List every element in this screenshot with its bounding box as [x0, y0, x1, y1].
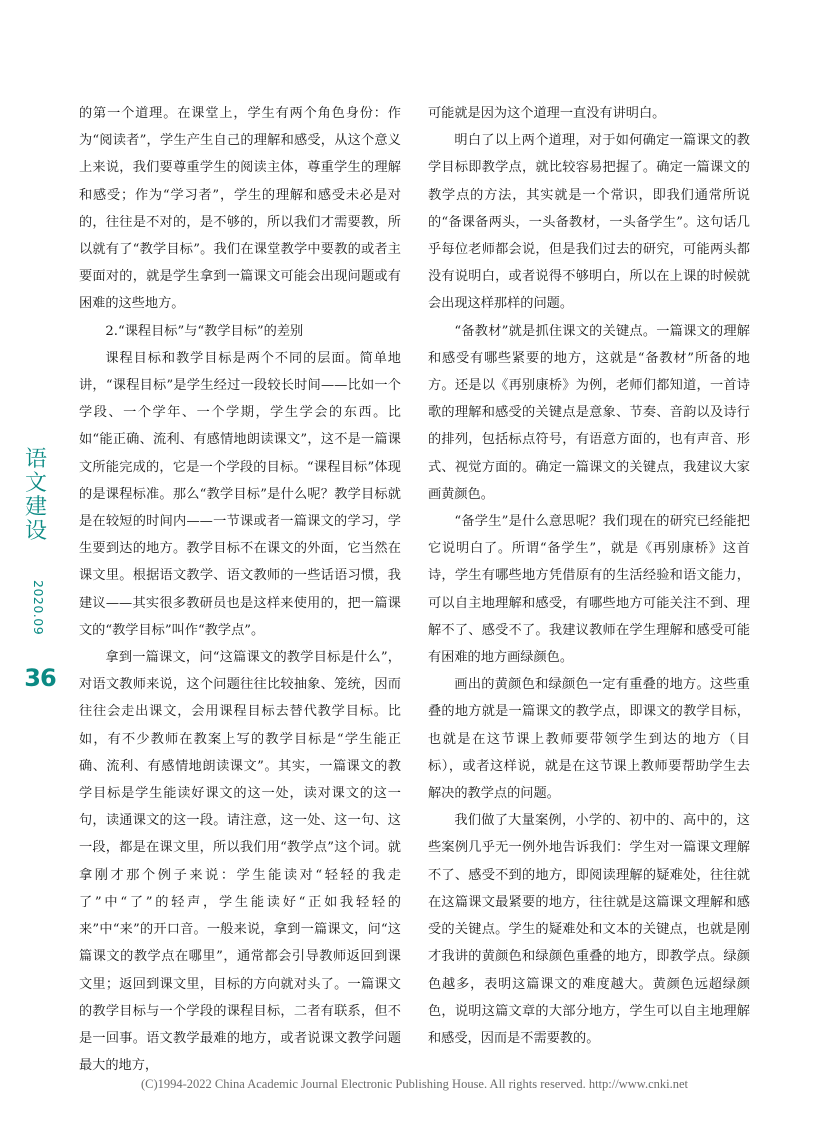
- paragraph: 课程目标和教学目标是两个不同的层面。简单地讲，“课程目标”是学生经过一段较长时间——比如一个学段、一个学年、一个学期，学生学会的东西。比如“能正确、流利、有感情地朗读课文”，这不是一篇课文所能完成的，它是一个学段的目标。“课程目标”体现的是课程标准。那么“教学目标”是什么呢？教学目标就是在较短的时间内——一节课或者一篇课文的学习，学生要到达的地方。教学目标不在课文的外面，它当然在课文里。根据语文教学、语文教师的一些话语习惯，我建议——其实很多教研员也是这样来使用的，把一篇课文的“教学目标”叫作“教学点”。: [79, 350, 401, 638]
- journal-char: 语: [24, 447, 47, 472]
- journal-name: [14, 448, 58, 544]
- journal-char: 文: [24, 471, 47, 496]
- paragraph: 画出的黄颜色和绿颜色一定有重叠的地方。这些重叠的地方就是一篇课文的教学点，即课文的教学目标，也就是在这节课上教师要带领学生到达的地方（目标），或者这样说，就是在这节课上教师要帮助学生去解决的教学点的问题。: [428, 677, 750, 802]
- left-column: [79, 100, 401, 1079]
- issue-date: 2020.09: [31, 580, 46, 636]
- paragraph: 我们做了大量案例，小学的、初中的、高中的，这些案例几乎无一例外地告诉我们：学生对一篇课文理解不了、感受不到的地方，即阅读理解的疑难处，往往就在这篇课文最紧要的地方，往往就是这篇课文理解和感受的关键点。学生的疑难处和文本的关键点，也就是刚才我讲的黄颜色和绿颜色重叠的地方，即教学点。绿颜色越多，表明这篇课文的难度越大。黄颜色远超绿颜色，说明这篇文章的大部分地方，学生可以自主地理解和感受，因而是不需要教的。: [428, 813, 750, 1046]
- page-number: 36: [24, 664, 56, 692]
- paragraph: 的第一个道理。在课堂上，学生有两个角色身份：作为“阅读者”，学生产生自己的理解和感受，从这个意义上来说，我们要尊重学生的阅读主体，尊重学生的理解和感受；作为“学习者”，学生的理解和感受未必是对的，往往是不对的，是不够的，所以我们才需要教，所以就有了“教学目标”。我们在课堂教学中要教的或者主要面对的，就是学生拿到一篇课文可能会出现问题或有困难的这些地方。: [79, 106, 401, 312]
- paragraph: 拿到一篇课文，问“这篇课文的教学目标是什么”，对语文教师来说，这个问题往往比较抽象、笼统，因而往往会走出课文，会用课程目标去替代教学目标。比如，有不少教师在教案上写的教学目标是“学生能正确、流利、有感情地朗读课文”。其实，一篇课文的教学目标是学生能读好课文的这一处，读对课文的这一句，读通课文的这一段。请注意，这一处、这一句、这一段，都是在课文里，所以我们用“教学点”这个词。就拿刚才那个例子来说：学生能读对“轻轻的我走了”中“了”的轻声，学生能读好“正如我轻轻的来”中“来”的开口音。一般来说，拿到一篇课文，问“这篇课文的教学点在哪里”，通常都会引导教师返回到课文里；返回到课文里，目标的方向就对头了。一篇课文的教学目标与一个学段的课程目标，二者有联系，但不是一回事。语文教学最难的地方，或者说课文教学问题最大的地方，: [79, 650, 401, 1074]
- right-column: [428, 100, 750, 1052]
- journal-char: 设: [24, 519, 47, 544]
- section-heading: 2.“课程目标”与“教学目标”的差别: [105, 323, 304, 339]
- paragraph: 可能就是因为这个道理一直没有讲明白。: [428, 106, 666, 121]
- paragraph: “备教材”就是抓住课文的关键点。一篇课文的理解和感受有哪些紧要的地方，这就是“备教材”所备的地方。还是以《再别康桥》为例，老师们都知道，一首诗歌的理解和感受的关键点是意象、节奏、音韵以及诗行的排列，包括标点符号，有语意方面的，也有声音、形式、视觉方面的。确定一篇课文的关键点，我建议大家画黄颜色。: [428, 323, 750, 502]
- copyright-footer: (C)1994-2022 China Academic Journal Electronic Publishing House. All rights reserved. http://www.cnki.net: [140, 1077, 688, 1091]
- paragraph: “备学生”是什么意思呢？我们现在的研究已经能把它说明白了。所谓“备学生”，就是《再别康桥》这首诗，学生有哪些地方凭借原有的生活经验和语文能力，可以自主地理解和感受，有哪些地方可能关注不到、理解不了、感受不了。我建议教师在学生理解和感受可能有困难的地方画绿颜色。: [428, 514, 750, 666]
- journal-char: 建: [24, 495, 47, 520]
- paragraph: 明白了以上两个道理，对于如何确定一篇课文的教学目标即教学点，就比较容易把握了。确定一篇课文的教学点的方法，其实就是一个常识，即我们通常所说的“备课备两头，一头备教材，一头备学生”。这句话几乎每位老师都会说，但是我们过去的研究，可能两头都没有说明白，或者说得不够明白，所以在上课的时候就会出现这样那样的问题。: [428, 133, 750, 312]
